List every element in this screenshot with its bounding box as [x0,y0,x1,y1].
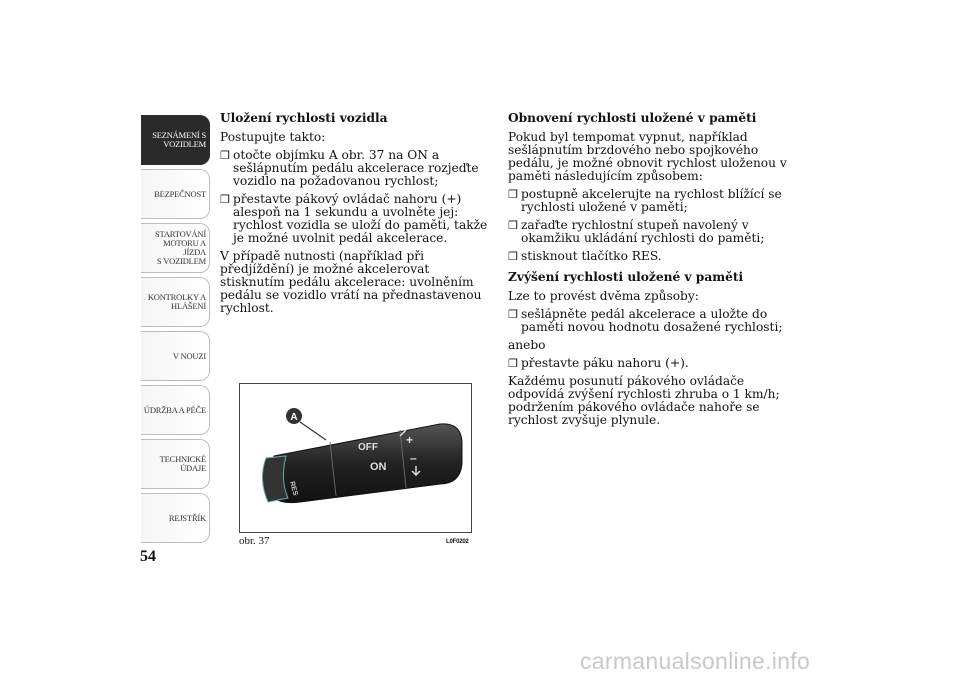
sidebar-tab[interactable] [141,493,210,543]
sidebar-tab-label: SEZNÁMENÍ S VOZIDLEM [152,130,206,149]
on-label: ON [370,461,387,473]
sidebar-tab-label: REJSTŘÍK [168,512,206,523]
sidebar-tab-label: TECHNICKÉ ÚDAJE [159,454,206,473]
minus-label: – [410,451,417,465]
sidebar-tab-label: V NOUZI [172,350,206,361]
paragraph: Pokud byl tempomat vypnut, například sešlápnutím brzdového nebo spojkového pedálu, je možné obnovit rychlost uloženou v paměti následujícím způsobem: [508,130,787,183]
res-label: RES [288,480,299,497]
heading-store-speed: Uložení rychlosti vozidla [220,111,388,125]
figure-caption: obr. 37 [239,535,270,547]
heading-increase-speed: Zvýšení rychlosti uložené v paměti [508,270,744,284]
sidebar-tab-label: STARTOVÁNÍ MOTORU A JÍZDA S VOZIDLEM [155,229,206,266]
intro-text: Postupujte takto: [220,130,326,144]
right-column [508,112,798,432]
off-label: OFF [358,442,378,453]
figure-cruise-lever [239,383,472,533]
label-a: A [290,412,298,423]
list-item: ❒ postupně akcelerujte na rychlost blížící se rychlosti uložené v paměti; [508,187,782,214]
watermark: carmanualsonline.info [580,648,811,674]
heading-resume-speed: Obnovení rychlosti uložené v paměti [508,111,757,125]
list-item: ❒ přestavte páku nahoru (+). [508,356,689,370]
list-item: ❒ stisknout tlačítko RES. [508,249,662,263]
sidebar-tab[interactable] [141,331,210,381]
figure-code: L0F0202 [446,539,469,545]
sidebar-tab[interactable] [141,385,210,435]
left-column [220,112,492,320]
sidebar-tab[interactable] [141,169,210,219]
paragraph: V případě nutnosti (například při předjíždění) je možné akcelerovat stisknutím pedálu akcelerace: uvolněním pedálu se vozidlo vrátí na přednastavenou rychlost. [220,249,482,315]
list-item: ❒ sešlápněte pedál akcelerace a uložte do paměti novou hodnotu dosažené rychlosti; [508,307,783,334]
sidebar-tab[interactable] [141,277,210,327]
list-item: ❒ zařaďte rychlostní stupeň navolený v okamžiku ukládání rychlosti do paměti; [508,218,765,245]
sidebar-tab[interactable] [141,115,210,165]
plus-label: + [406,433,414,447]
sidebar-tab[interactable] [141,439,210,489]
sidebar-tab[interactable] [141,223,210,273]
cruise-lever-illustration [240,384,471,532]
sidebar-tab-label: BEZPEČNOST [154,188,206,199]
list-item: ❒ otočte objímku A obr. 37 na ON a sešlápnutím pedálu akcelerace rozjeďte vozidlo na požadovanou rychlost; [220,148,479,188]
or-text: anebo [508,338,546,352]
paragraph: Každému posunutí pákového ovládače odpovídá zvýšení rychlosti zhruba o 1 km/h; podržením pákového ovládače nahoře se rychlost zvyšuje plynule. [508,374,780,427]
sidebar-tab-label: KONTROLKY A HLÁŠENÍ [147,292,206,311]
page-number: 54 [140,548,156,565]
sidebar-tab-label: ÚDRŽBA A PÉČE [143,404,206,415]
paragraph: Lze to provést dvěma způsoby: [508,289,699,303]
list-item: ❒ přestavte pákový ovládač nahoru (+) alespoň na 1 sekundu a uvolněte jej: rychlost vozidla se uloží do paměti, takže je možné uvolnit pedál akcelerace. [220,192,488,245]
